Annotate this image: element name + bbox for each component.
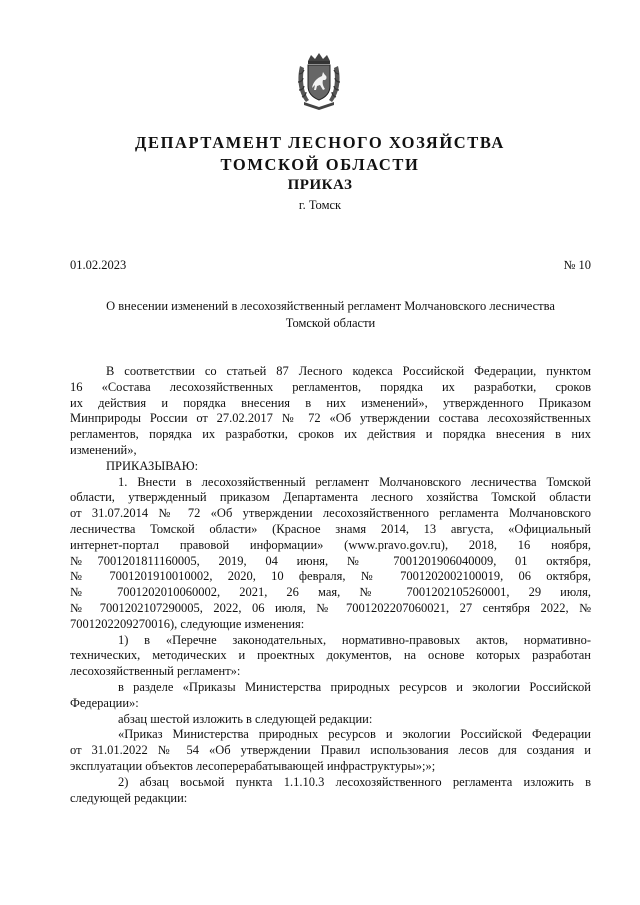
body-line: изменений», bbox=[70, 442, 137, 457]
body-line: регламентов, порядка их разработки, сроков их действия и порядка внесения в них bbox=[70, 427, 591, 442]
body-line: 16 «Состава лесохозяйственных регламентов, порядка их разработки, сроков bbox=[70, 379, 591, 394]
order-date: 01.02.2023 bbox=[70, 258, 127, 272]
order-body bbox=[70, 364, 591, 806]
order-number: № 10 bbox=[563, 258, 591, 272]
body-line: от 31.07.2014 № 72 «Об утверждении лесохозяйственного регламента Молчановского bbox=[70, 506, 591, 521]
body-line: 7001202209270016), следующие изменения: bbox=[70, 616, 305, 631]
order-subject bbox=[70, 298, 591, 332]
doc-type: ПРИКАЗ bbox=[287, 177, 353, 193]
body-line: «Приказ Министерства природных ресурсов и экологии Российской Федерации bbox=[118, 727, 591, 742]
subject-line: О внесении изменений в лесохозяйственный регламент Молчановского лесничества bbox=[106, 299, 555, 313]
order-keyword: ПРИКАЗЫВАЮ: bbox=[106, 458, 199, 473]
body-line: интернет-портал правовой информации» (www.pravo.gov.ru), 2018, 16 ноября, bbox=[70, 537, 591, 552]
body-line: области, утвержденный приказом Департамента лесного хозяйства Томской области bbox=[70, 490, 591, 505]
city: г. Томск bbox=[298, 198, 342, 212]
body-line: следующей редакции: bbox=[70, 790, 188, 805]
body-line: 2) абзац восьмой пункта 1.1.10.3 лесохозяйственного регламента изложить в bbox=[118, 774, 591, 789]
body-line: лесничества Томской области» (Красное знамя 2014, 13 августа, «Официальный bbox=[70, 521, 591, 536]
body-line: 1. Внести в лесохозяйственный регламент Молчановского лесничества Томской bbox=[118, 474, 591, 489]
body-line: от 31.01.2022 № 54 «Об утверждении Правил использования лесов для создания и bbox=[70, 743, 591, 758]
body-line: № 7001201910010002, 2020, 10 февраля, № 7001202002100019, 06 октября, bbox=[70, 569, 591, 584]
body-line: В соответствии со статьей 87 Лесного кодекса Российской Федерации, пунктом bbox=[106, 364, 591, 378]
body-line: Минприроды России от 27.02.2017 № 72 «Об утверждении состава лесохозяйственных bbox=[70, 411, 591, 426]
subject-line: Томской области bbox=[285, 316, 376, 330]
body-line: лесохозяйственный регламент»: bbox=[70, 664, 241, 679]
body-line: технических, методических и проектных документов, на основе которых разработан bbox=[70, 648, 591, 663]
body-line: эксплуатации объектов лесоперерабатывающей инфраструктуры»;»; bbox=[70, 758, 436, 773]
body-line: №7001201811160005, 2019, 04 июня, № 7001201906040009, 01 октября, bbox=[70, 553, 591, 568]
body-line: в разделе «Приказы Министерства природных ресурсов и экологии Российской bbox=[118, 679, 591, 694]
body-line: абзац шестой изложить в следующей редакции: bbox=[118, 711, 373, 726]
tomsk-region-coat-of-arms-icon bbox=[296, 52, 342, 112]
body-line: их действия и порядка внесения в них изменений», утвержденного Приказом bbox=[70, 395, 591, 410]
body-line: № 7001202010060002, 2021, 26 мая, № 7001202105260001, 29 июля, bbox=[70, 585, 591, 600]
body-line: 1) в «Перечне законодательных, нормативно-правовых актов, нормативно- bbox=[118, 632, 591, 647]
org-name-line2: ТОМСКОЙ ОБЛАСТИ bbox=[220, 155, 420, 174]
org-name-line1: ДЕПАРТАМЕНТ ЛЕСНОГО ХОЗЯЙСТВА bbox=[135, 133, 505, 152]
body-line: № 7001202107290005, 2022, 06 июля, № 7001202207060021, 27 сентября 2022, № bbox=[70, 600, 591, 615]
body-line: Федерации»: bbox=[70, 695, 139, 710]
